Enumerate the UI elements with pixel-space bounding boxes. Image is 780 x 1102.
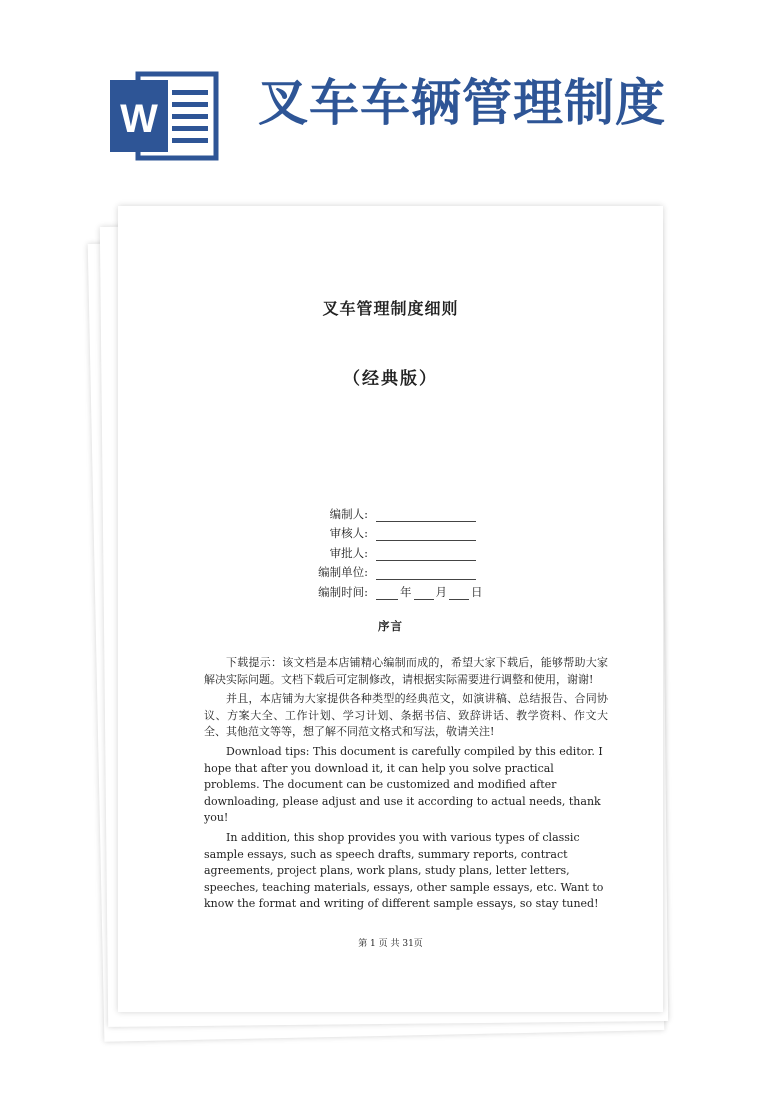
approver-label: 审批人: bbox=[329, 545, 368, 560]
form-row-reviewer bbox=[308, 522, 548, 542]
year-blank bbox=[376, 588, 398, 600]
unit-label: 编制单位: bbox=[318, 565, 368, 579]
hero-title: 叉车车辆管理制度 bbox=[258, 74, 666, 132]
paragraph-shop-info-zh: 并且，本店铺为大家提供各种类型的经典范文，如演讲稿、总结报告、合同协议、方案大全、工作计划、学习计划、条据书信、致辞讲话、教学资料、作文大全、其他范文等等，想了解不同范文格式和写法，敬请关注! bbox=[204, 692, 608, 739]
reviewer-blank bbox=[376, 529, 476, 541]
document-subtitle: （经典版） bbox=[343, 369, 438, 389]
document-body bbox=[204, 655, 608, 916]
paragraph-download-tips-zh: 下载提示：该文档是本店铺精心编制而成的，希望大家下载后，能够帮助大家解决实际问题。文档下载后可定制修改，请根据实际需要进行调整和使用，谢谢! bbox=[204, 656, 608, 686]
paragraph-download-tips-en: Download tips: This document is carefully compiled by this editor. I hope that after you download it, it can help you solve practical problems. The document can be customized and modified after downloading, please adjust and use it according to actual needs, thank you! bbox=[204, 744, 603, 825]
hero-banner bbox=[0, 0, 780, 200]
preface-title: 序言 bbox=[378, 619, 403, 633]
reviewer-label: 审核人: bbox=[329, 526, 368, 540]
unit-blank bbox=[376, 568, 476, 580]
form-row-approver bbox=[308, 541, 548, 561]
form-row-date bbox=[308, 580, 548, 600]
word-icon bbox=[110, 70, 220, 162]
word-icon-letter: W bbox=[120, 97, 158, 141]
month-blank bbox=[414, 588, 434, 600]
signature-form bbox=[308, 502, 548, 600]
document-page bbox=[118, 206, 663, 1012]
approver-blank bbox=[376, 549, 476, 561]
day-unit: 日 bbox=[471, 584, 483, 599]
paragraph-shop-info-en: In addition, this shop provides you with various types of classic sample essays, such as speech drafts, summary reports, contract agreements, project plans, work plans, study plans, letter letters, speeches, teaching materials, essays, other sample essays, etc. Want to know the format and writing of different sample essays, so stay tuned! bbox=[204, 830, 604, 911]
form-row-editor bbox=[308, 502, 548, 522]
day-blank bbox=[449, 588, 469, 600]
document-title: 叉车管理制度细则 bbox=[322, 299, 459, 318]
editor-blank bbox=[376, 510, 476, 522]
month-unit: 月 bbox=[435, 584, 447, 599]
date-label: 编制时间: bbox=[318, 584, 368, 599]
date-fields bbox=[376, 584, 485, 600]
form-row-unit bbox=[308, 561, 548, 581]
editor-label: 编制人: bbox=[329, 506, 368, 521]
page-number-footer: 第 1 页 共 31页 bbox=[358, 939, 423, 949]
year-unit: 年 bbox=[400, 584, 412, 599]
